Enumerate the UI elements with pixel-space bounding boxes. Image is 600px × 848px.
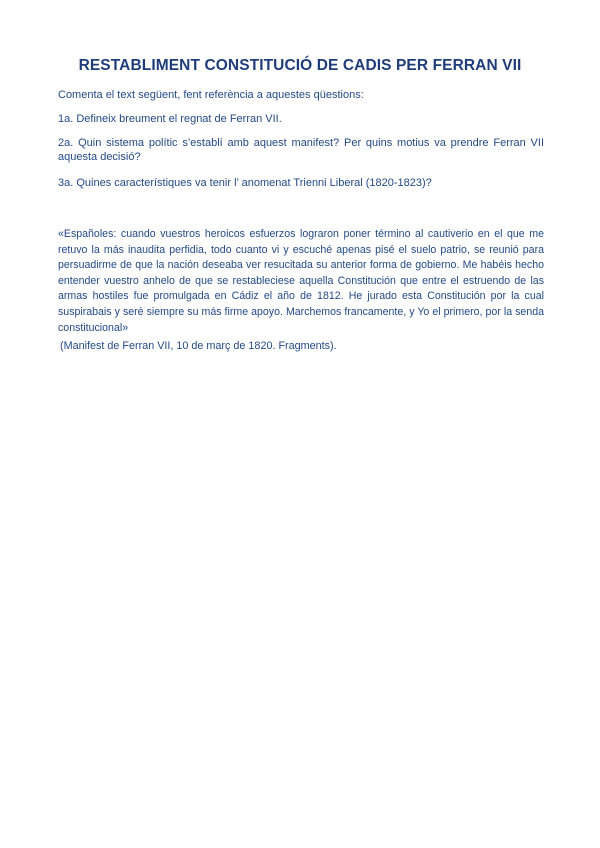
question-2: 2a. Quin sistema polític s’establí amb aquest manifest? Per quins motius va prendre Ferran VII aquesta decisió? <box>58 137 544 163</box>
question-3: 3a. Quines característiques va tenir l’ anomenat Trienni Liberal (1820-1823)? <box>58 177 432 189</box>
instructions-text: Comenta el text següent, fent referència a aquestes qüestions: <box>58 89 364 101</box>
quote-source: (Manifest de Ferran VII, 10 de març de 1820. Fragments). <box>60 340 337 352</box>
document-title: RESTABLIMENT CONSTITUCIÓ DE CADIS PER FERRAN VII <box>78 57 522 74</box>
question-1: 1a. Defineix breument el regnat de Ferran VII. <box>58 113 282 125</box>
historical-quote: «Españoles: cuando vuestros heroicos esfuerzos lograron poner término al cautiverio en el que me retuvo la más inaudita perfidia, todo cuanto vi y escuché apenas pisé el suelo patrio, se reunió para persuadirme de que la nación deseaba ver resucitada su anterior forma de gobierno. Me habéis hecho entender vuestro anhelo de que se restableciese aquella Constitución que entre el estruendo de las armas hostiles fue promulgada en Cádiz el año de 1812. He jurado esta Constitución por la cual suspirabais y seré siempre su más firme apoyo. Marchemos francamente, y Yo el primero, por la senda constitucional» <box>58 228 544 334</box>
